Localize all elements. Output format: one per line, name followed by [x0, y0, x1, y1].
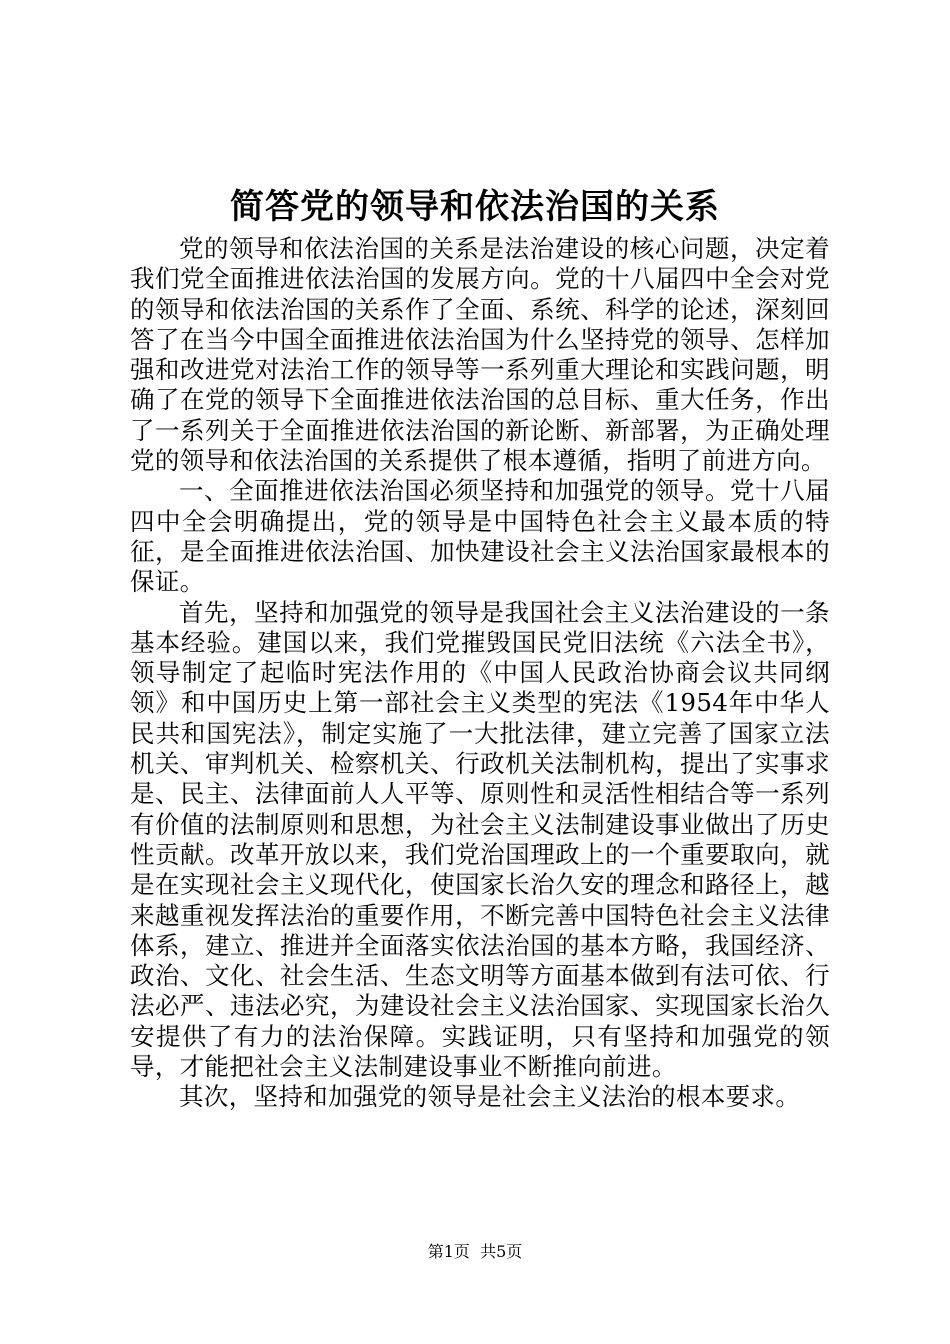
page-number: 第1页: [427, 1242, 470, 1261]
paragraph-second-point: 其次，坚持和加强党的领导是社会主义法治的根本要求。: [179, 1082, 801, 1112]
document-title: 简答党的领导和依法治国的关系: [230, 187, 720, 227]
document-body: [130, 234, 830, 1113]
paragraph-intro: 党的领导和依法治国的关系是法治建设的核心问题，决定着我们党全面推进依法治国的发展方向。党的十八届四中全会对党的领导和依法治国的关系作了全面、系统、科学的论述，深刻回答了在当今中国全面推进依法治国为什么坚持党的领导、怎样加强和改进党对法治工作的领导等一系列重大理论和实践问题，明确了在党的领导下全面推进依法治国的总目标、重大任务，作出了一系列关于全面推进依法治国的新论断、新部署，为正确处理党的领导和依法治国的关系提供了根本遵循，指明了前进方向。: [130, 234, 830, 476]
paragraph-first-point: 首先，坚持和加强党的领导是我国社会主义法治建设的一条基本经验。建国以来，我们党摧毁国民党旧法统《六法全书》，领导制定了起临时宪法作用的《中国人民政治协商会议共同纲领》和中国历史上第一部社会主义类型的宪法《1954年中华人民共和国宪法》，制定实施了一大批法律，建立完善了国家立法机关、审判机关、检察机关、行政机关法制机构，提出了实事求是、民主、法律面前人人平等、原则性和灵活性相结合等一系列有价值的法制原则和思想，为社会主义法制建设事业做出了历史性贡献。改革开放以来，我们党治国理政上的一个重要取向，就是在实现社会主义现代化，使国家长治久安的理念和路径上，越来越重视发挥法治的重要作用，不断完善中国特色社会主义法律体系，建立、推进并全面落实依法治国的基本方略，我国经济、政治、文化、社会生活、生态文明等方面基本做到有法可依、行法必严、违法必究，为建设社会主义法治国家、实现国家长治久安提供了有力的法治保障。实践证明，只有坚持和加强党的领导，才能把社会主义法制建设事业不断推向前进。: [130, 597, 830, 1082]
paragraph-section-one: 一、全面推进依法治国必须坚持和加强党的领导。党十八届四中全会明确提出，党的领导是中国特色社会主义最本质的特征，是全面推进依法治国、加快建设社会主义法治国家最根本的保证。: [130, 476, 830, 597]
page-total: 共5页: [480, 1242, 523, 1261]
page-footer: [0, 1241, 950, 1263]
